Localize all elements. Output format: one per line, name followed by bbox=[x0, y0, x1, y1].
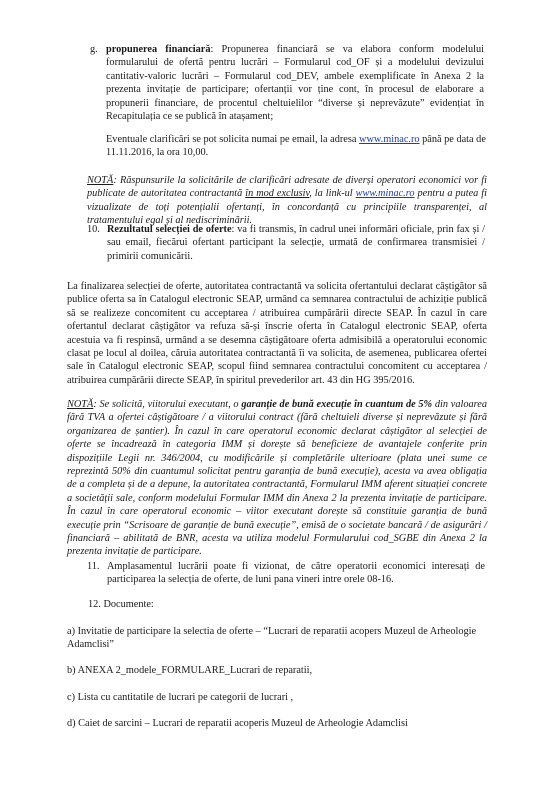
documents-heading: 12. Documente: bbox=[88, 599, 154, 610]
note-2-label: NOTĂ bbox=[67, 399, 94, 410]
item-g-paragraph bbox=[106, 43, 484, 123]
document-item-a: a) Invitatie de participare la selectia de oferte – “Lucrari de reparatii acopers Muzeul de Arheologie Adamclisi” bbox=[67, 626, 477, 651]
item-g-marker: g. bbox=[90, 44, 98, 55]
item-10-paragraph: Rezultatul selecției de oferte: va fi transmis, în cadrul unei informări oficiale, prin fax și / sau email, fiecărui ofertant participant la selecție, urmată de confirmarea transmisiei / primirii comunicării. bbox=[107, 224, 486, 262]
item-10-marker: 10. bbox=[87, 224, 100, 235]
item-11-paragraph: Amplasamentul lucrării poate fi vizionat, de către operatorii economici interesați de participarea la selecția de oferte, de luni pana vineri intre orele 08-16. bbox=[107, 561, 485, 586]
document-item-b: b) ANEXA 2_modele_FORMULARE_Lucrari de reparatii, bbox=[67, 665, 313, 676]
seap-paragraph: La finalizarea selecției de oferte, autoritatea contractantă va solicita ofertantului declarat câștigător să publice oferta sa în Catalogul electronic SEAP, urmând ca semnarea contractului de achiziție publică să se realizeze concomitent cu acceptarea / atribuirea cumpărării directe SEAP. În cazul în care ofertantul declarat câștigător va refuza să-și înscrie oferta în Catalogul electronic SEAP, oferta acestuia va fi respinsă, urmând a se desemna câștigătoare oferta admisibilă a operatorului economic clasat pe locul al doilea, căruia autoritatea contractantă îi va solicita, de asemenea, publicarea ofertei sale în Catalogul electronic SEAP, scopul fiind semnarea contractului concomitent cu acceptarea / atribuirea cumpărării directe SEAP, în spiritul prevederilor art. 43 din HG 395/2016. bbox=[67, 281, 487, 386]
document-item-d: d) Caiet de sarcini – Lucrari de reparatii acoperis Muzeul de Arheologie Adamclisi bbox=[67, 718, 408, 729]
document-item-c: c) Lista cu cantitatile de lucrari pe categorii de lucrari , bbox=[67, 692, 294, 703]
minac-email-link[interactable]: www.minac.ro bbox=[359, 134, 420, 145]
clarification-paragraph: Eventuale clarificări se pot solicita numai pe email, la adresa www.minac.ro până pe data de 11.11.2016, la ora 10,00. bbox=[106, 134, 486, 159]
note-1-paragraph: NOTĂ: Răspunsurile la solicitările de clarificări adresate de diverși operatori economici vor fi publicate de autoritatea contractantă în mod exclusiv, la link-ul www.minac.ro pentru a putea fi vizualizate de toți potențialii ofertanți, în concordanță cu principiile transparenței, al tratamentului egal și al nediscriminării. bbox=[87, 175, 487, 227]
item-11-marker: 11. bbox=[87, 561, 100, 572]
item-10-title: Rezultatul selecției de oferte bbox=[107, 224, 232, 235]
minac-site-link[interactable]: www.minac.ro bbox=[355, 188, 415, 200]
item-g-title: propunerea financiară bbox=[106, 44, 211, 55]
note-1-label: NOTĂ bbox=[87, 175, 114, 186]
item-g-text: : Propunerea financiară se va elabora conform modelului formularului de ofertă pentru lucrări – Formularul cod_OF și a modelului devizului cantitativ-valoric lucrări – Formularul cod_DEV, ambele exemplificate în Anexa 2 la prezenta invitație de participare; ofertanții vor ține cont, în procesul de elaborare a propunerii financiare, de procentul cheltuielilor “diverse și neprevăzute” evidențiat în Recapitulația ce se publică în atașament; bbox=[106, 44, 484, 123]
note-2-paragraph: NOTĂ: Se solicită, viitorului executant, o garanție de bună execuție în cuantum de 5% din valoarea fără TVA a ofertei câștigătoare / a viitorului contract (fără cheltuieli diverse și neprevăzute și fără organizarea de șantier). În cazul în care operatorul economic declarat câștigător al selecției de oferte se încadrează în categoria IMM și dorește să beneficieze de avantajele conferite prin dispozițiile Legii nr. 346/2004, cu modificările și completările ulterioare (plata unei sume ce reprezintă 50% din cuantumul solicitat pentru garanția de bună execuție), acesta va avea obligația de a completa și de a depune, la autoritatea contractantă, Formularul IMM aferent situației concrete a societății sale, conform modelului Formular IMM din Anexa 2 la prezenta invitație de participare. În cazul în care operatorul economic – viitor executant dorește să constituie garanția de bună execuție prin “Scrisoare de garanție de bună execuție”, emisă de o societate bancară / de asigurări / financiară – abilitată de BNR, acesta va utiliza modelul Formularului cod_SGBE din Anexa 2 la prezenta invitație de participare. bbox=[67, 399, 488, 558]
